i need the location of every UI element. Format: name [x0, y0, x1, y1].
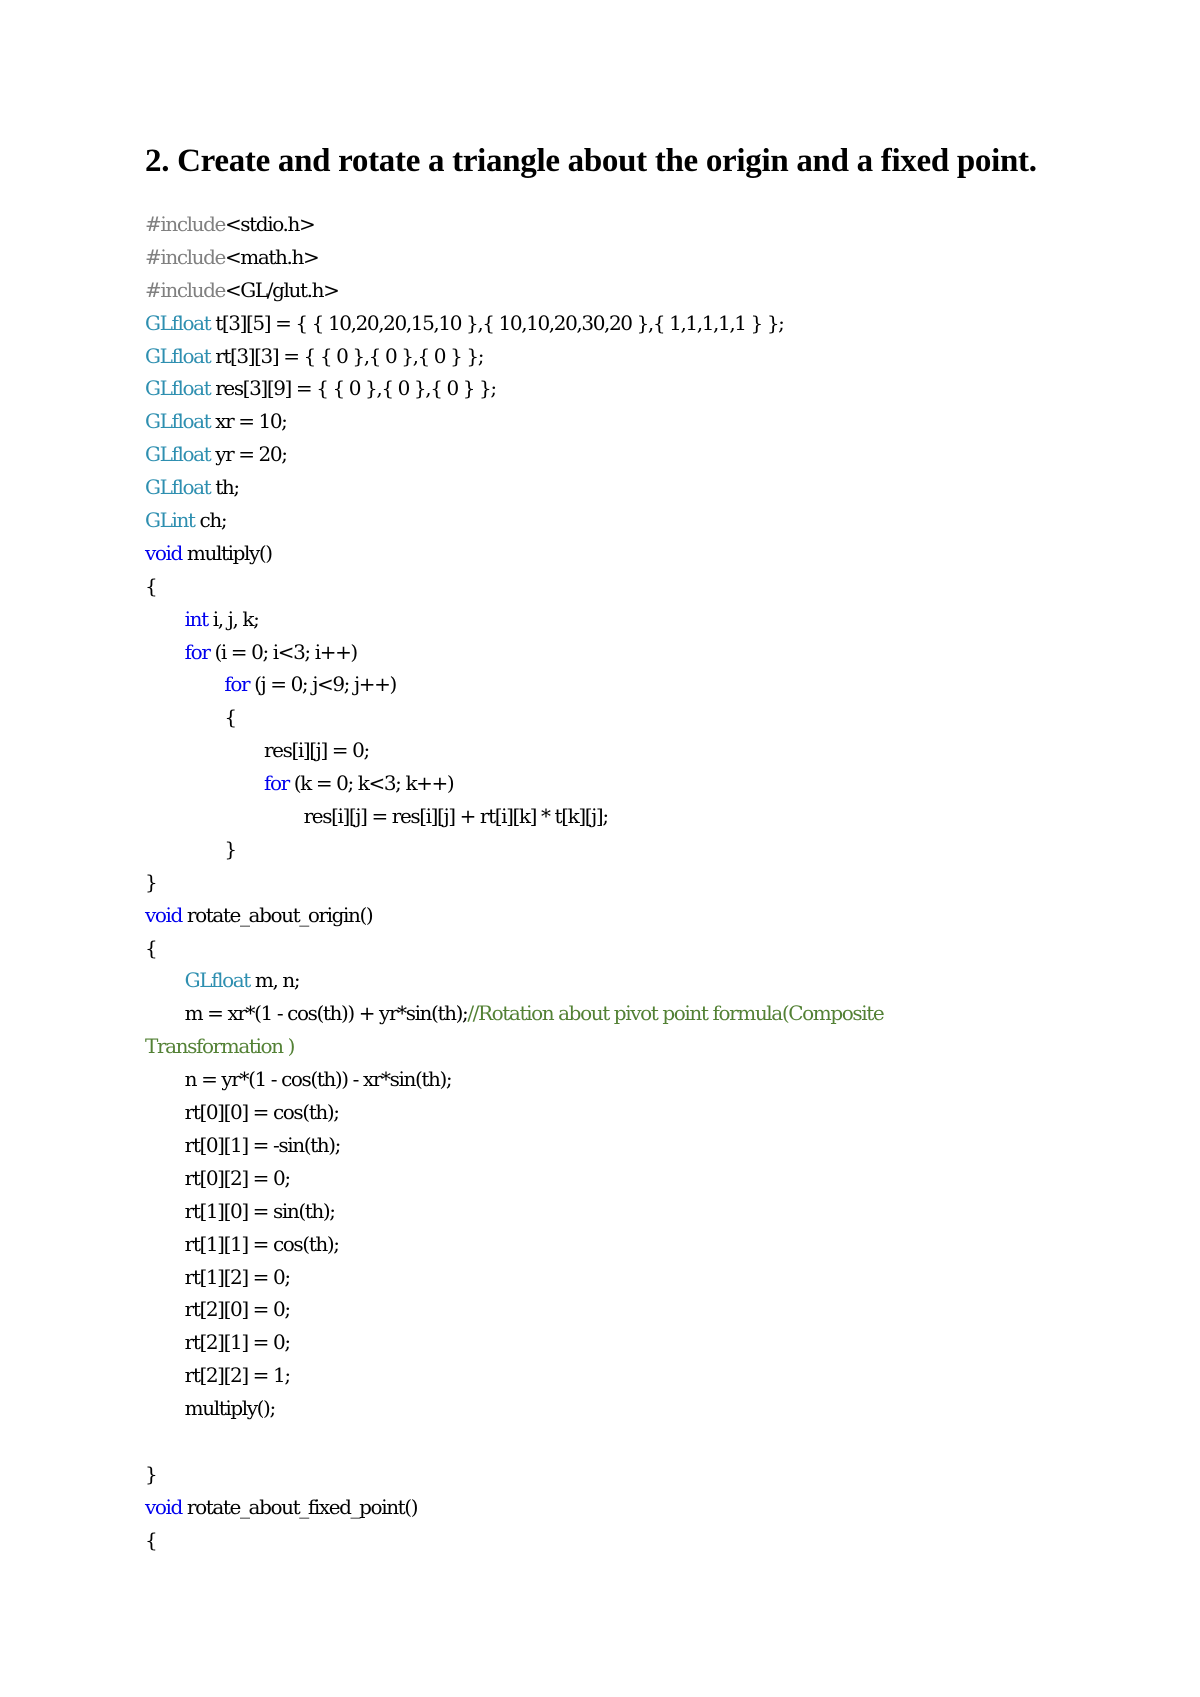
type-token: GLint [145, 508, 195, 533]
code-line [145, 1392, 1075, 1425]
code-line [145, 1063, 1075, 1096]
code-token: { [145, 1527, 157, 1552]
code-line [145, 438, 1075, 471]
code-line [145, 471, 1075, 504]
code-token: rt[3][3] = { { 0 },{ 0 },{ 0 } }; [210, 343, 484, 368]
code-token: xr = 10; [210, 409, 287, 434]
code-token: m, n; [249, 968, 300, 993]
code-token: multiply(); [145, 1396, 275, 1421]
code-token: rotate_about_origin() [181, 902, 373, 927]
code-token [145, 968, 185, 992]
code-token: t[3][5] = { { 10,20,20,15,10 },{ 10,10,20,30,20 },{ 1,1,1,1,1 } }; [210, 310, 784, 335]
code-line [145, 241, 1075, 274]
code-line [145, 1195, 1075, 1228]
preprocessor-token: #include [145, 244, 225, 269]
code-token: m = xr*(1 - cos(th)) + yr*sin(th); [145, 1001, 468, 1026]
code-token: { [145, 935, 157, 960]
code-token: yr = 20; [210, 442, 287, 467]
code-token: rt[1][2] = 0; [145, 1264, 290, 1289]
code-token: } [145, 1461, 157, 1486]
code-token: { [145, 705, 236, 730]
keyword-token: void [145, 540, 182, 565]
comment-token: Transformation ) [145, 1034, 294, 1059]
code-token: <GL/glut.h> [224, 277, 339, 302]
code-line [145, 964, 1075, 997]
code-token: <math.h> [224, 244, 319, 269]
code-token: } [145, 869, 157, 894]
code-line [145, 1326, 1075, 1359]
preprocessor-token: #include [145, 212, 225, 236]
code-line [145, 800, 1075, 833]
code-line [145, 1524, 1075, 1557]
code-line [145, 997, 1075, 1030]
code-line [145, 767, 1075, 800]
type-token: GLfloat [145, 343, 211, 368]
code-line [145, 866, 1075, 899]
code-token: (i = 0; i<3; i++) [209, 639, 357, 664]
code-line [145, 1129, 1075, 1162]
code-line [145, 570, 1075, 603]
code-token: multiply() [181, 540, 272, 565]
code-line [145, 1458, 1075, 1491]
keyword-token: for [263, 771, 289, 796]
type-token: GLfloat [145, 475, 211, 500]
code-token: (k = 0; k<3; k++) [288, 771, 454, 796]
code-line [145, 668, 1075, 701]
comment-token: //Rotation about pivot point formula(Composite [467, 1001, 884, 1026]
preprocessor-token: #include [145, 277, 225, 302]
section-heading: 2. Create and rotate a triangle about the origin and a fixed point. [145, 143, 1037, 179]
type-token: GLfloat [184, 968, 250, 993]
code-line [145, 1096, 1075, 1129]
code-token: rt[2][0] = 0; [145, 1297, 290, 1322]
code-token: rt[0][2] = 0; [145, 1165, 290, 1190]
code-token: rotate_about_fixed_point() [181, 1494, 418, 1519]
code-line [145, 1359, 1075, 1392]
code-line [145, 504, 1075, 537]
code-token: rt[0][0] = cos(th); [145, 1100, 339, 1125]
code-token: ch; [194, 508, 227, 533]
code-token: res[i][j] = res[i][j] + rt[i][k] * t[k][j]; [145, 804, 608, 829]
code-token: rt[2][1] = 0; [145, 1330, 290, 1355]
code-line [145, 307, 1075, 340]
code-line [145, 636, 1075, 669]
code-token: th; [210, 475, 239, 500]
code-token: rt[1][0] = sin(th); [145, 1198, 335, 1223]
type-token: GLfloat [145, 409, 211, 434]
keyword-token: for [224, 672, 250, 697]
code-line [145, 340, 1075, 373]
type-token: GLfloat [145, 310, 211, 335]
code-token [145, 771, 264, 795]
code-line [145, 1491, 1075, 1524]
code-line [145, 701, 1075, 734]
code-token [145, 672, 224, 696]
code-token: (j = 0; j<9; j++) [249, 672, 396, 697]
code-token: i, j, k; [207, 606, 259, 631]
code-line [145, 537, 1075, 570]
code-line [145, 1293, 1075, 1326]
code-line [145, 932, 1075, 965]
code-token: res[3][9] = { { 0 },{ 0 },{ 0 } }; [210, 376, 496, 401]
code-line [145, 833, 1075, 866]
code-line [145, 372, 1075, 405]
code-token [145, 607, 185, 631]
type-token: GLfloat [145, 442, 211, 467]
keyword-token: void [145, 1494, 182, 1519]
keyword-token: void [145, 902, 182, 927]
code-token: res[i][j] = 0; [145, 738, 369, 763]
code-token: rt[1][1] = cos(th); [145, 1231, 339, 1256]
code-token: n = yr*(1 - cos(th)) - xr*sin(th); [145, 1067, 452, 1092]
code-token [145, 640, 185, 664]
code-line [145, 1030, 1075, 1063]
type-token: GLfloat [145, 376, 211, 401]
code-line [145, 1228, 1075, 1261]
code-line [145, 208, 1075, 241]
code-line [145, 1261, 1075, 1294]
code-line [145, 603, 1075, 636]
code-token: { [145, 573, 157, 598]
code-token: <stdio.h> [224, 212, 315, 236]
code-token: } [145, 836, 236, 861]
code-token: rt[2][2] = 1; [145, 1363, 290, 1388]
code-line [145, 405, 1075, 438]
code-line [145, 734, 1075, 767]
keyword-token: for [184, 639, 210, 664]
code-line [145, 899, 1075, 932]
code-block [145, 208, 1075, 1557]
keyword-token: int [184, 606, 208, 631]
code-line [145, 274, 1075, 307]
code-line [145, 1425, 1075, 1458]
code-line [145, 1162, 1075, 1195]
code-token: rt[0][1] = -sin(th); [145, 1132, 340, 1157]
